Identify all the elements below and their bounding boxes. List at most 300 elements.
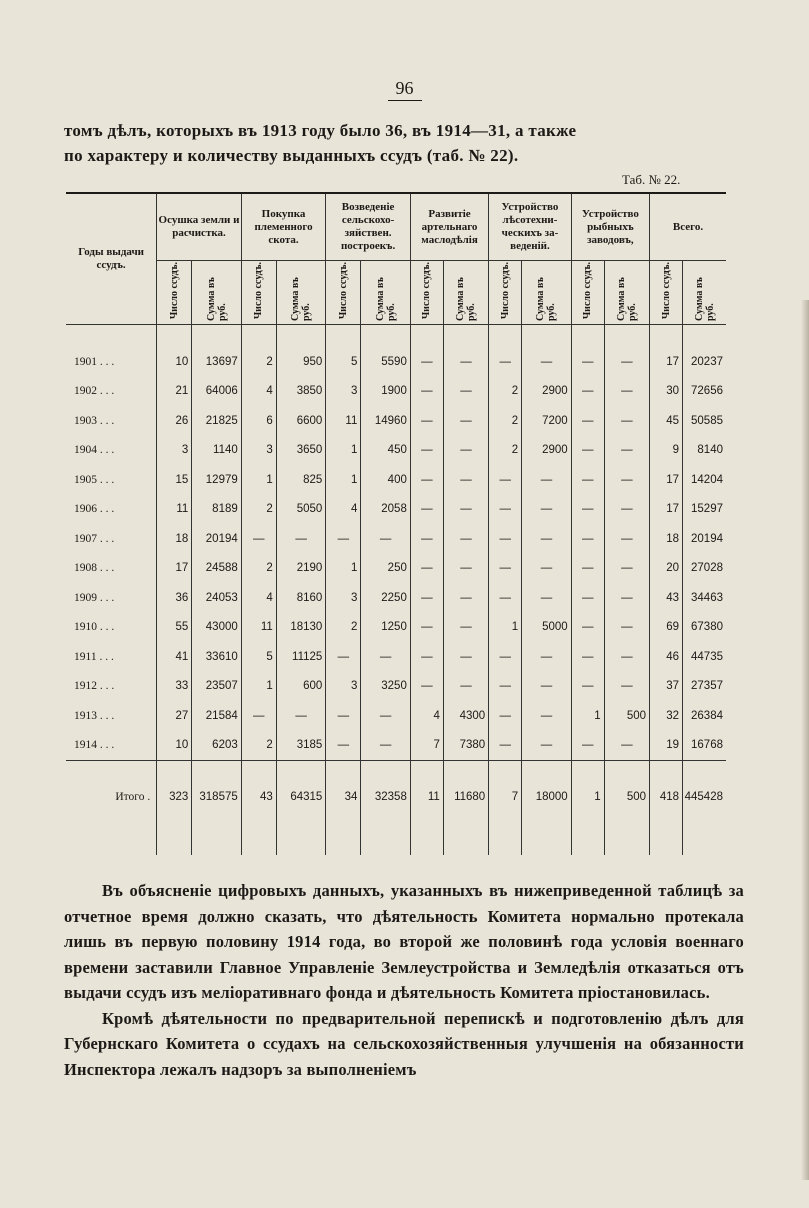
spacer-cell — [571, 325, 604, 348]
sum-subheader — [443, 261, 488, 325]
value-cell: 2 — [326, 613, 361, 643]
value-cell: — — [571, 465, 604, 495]
value-cell: — — [410, 406, 443, 436]
value-cell: 10 — [157, 731, 192, 761]
value-cell: 4300 — [443, 701, 488, 731]
page-edge-shadow — [801, 300, 809, 1180]
year-cell: 1904 . . . — [66, 436, 157, 466]
value-cell: — — [489, 495, 522, 525]
value-cell: — — [410, 347, 443, 377]
value-cell: 14960 — [361, 406, 411, 436]
value-cell: 30 — [650, 377, 683, 407]
table-row — [66, 465, 726, 495]
value-cell: 43000 — [192, 613, 241, 643]
total-cell: 11 — [410, 769, 443, 825]
count-subheader — [326, 261, 361, 325]
value-cell: — — [571, 672, 604, 702]
tail-cell — [326, 825, 361, 855]
value-cell: — — [604, 406, 649, 436]
value-cell: 400 — [361, 465, 411, 495]
value-cell: — — [410, 436, 443, 466]
year-cell: 1906 . . . — [66, 495, 157, 525]
count-subheader — [650, 261, 683, 325]
value-cell: — — [443, 524, 488, 554]
subheader-label: Сумма въ руб. — [455, 277, 478, 321]
value-cell: — — [489, 347, 522, 377]
spacer-cell — [443, 325, 488, 348]
value-cell: 12979 — [192, 465, 241, 495]
value-cell: — — [522, 642, 572, 672]
value-cell: — — [326, 524, 361, 554]
tail-cell — [192, 825, 241, 855]
value-cell: — — [410, 642, 443, 672]
table-row — [66, 524, 726, 554]
value-cell: 33 — [157, 672, 192, 702]
value-cell: 19 — [650, 731, 683, 761]
total-cell: 323 — [157, 769, 192, 825]
loans-table — [66, 194, 726, 855]
value-cell: 1900 — [361, 377, 411, 407]
value-cell: 250 — [361, 554, 411, 584]
value-cell: 8189 — [192, 495, 241, 525]
value-cell: 2 — [241, 554, 276, 584]
tail-row — [66, 825, 726, 855]
value-cell: — — [604, 613, 649, 643]
value-cell: — — [604, 436, 649, 466]
value-cell: 1140 — [192, 436, 241, 466]
value-cell: 1 — [241, 465, 276, 495]
value-cell: 45 — [650, 406, 683, 436]
value-cell: 9 — [650, 436, 683, 466]
value-cell: — — [241, 524, 276, 554]
value-cell: — — [361, 524, 411, 554]
value-cell: 44735 — [691, 650, 723, 663]
value-cell: 17 — [650, 495, 683, 525]
value-cell: 2900 — [522, 436, 572, 466]
group-header: Развитіе артельнаго маслодѣлія — [410, 194, 488, 261]
value-cell: 69 — [650, 613, 683, 643]
table-row — [66, 672, 726, 702]
value-cell: 17 — [650, 347, 683, 377]
group-header: Возведеніе сельскохо-зяйствен. построекъ. — [326, 194, 411, 261]
sum-subheader — [276, 261, 326, 325]
total-cell: 1 — [571, 769, 604, 825]
separator-cell — [410, 761, 443, 770]
value-cell: — — [361, 731, 411, 761]
loans-table-container — [66, 192, 726, 855]
value-cell: 3 — [241, 436, 276, 466]
table-row — [66, 731, 726, 761]
value-cell: 20237 — [691, 355, 723, 368]
year-cell: 1903 . . . — [66, 406, 157, 436]
separator-cell — [604, 761, 649, 770]
value-cell: 10 — [157, 347, 192, 377]
group-header-row — [66, 194, 726, 261]
tail-cell — [361, 825, 411, 855]
separator-cell — [66, 761, 157, 770]
table-row — [66, 347, 726, 377]
value-cell: 3 — [326, 377, 361, 407]
value-cell: — — [443, 377, 488, 407]
value-cell: 7380 — [443, 731, 488, 761]
value-cell: — — [410, 465, 443, 495]
group-header: Всего. — [650, 194, 726, 261]
value-cell: 24588 — [192, 554, 241, 584]
separator-cell — [650, 761, 683, 770]
total-row — [66, 769, 726, 825]
value-cell: 41 — [157, 642, 192, 672]
value-cell: 8160 — [276, 583, 326, 613]
spacer-cell — [192, 325, 241, 348]
value-cell: 43 — [650, 583, 683, 613]
value-cell: 72656 — [691, 385, 723, 398]
value-cell: 825 — [276, 465, 326, 495]
value-cell: 1250 — [361, 613, 411, 643]
value-cell: 32 — [650, 701, 683, 731]
value-cell: 36 — [157, 583, 192, 613]
separator-cell — [571, 761, 604, 770]
value-cell: 67380 — [691, 621, 723, 634]
value-cell: — — [571, 642, 604, 672]
value-cell: 2 — [241, 347, 276, 377]
total-cell: 64315 — [276, 769, 326, 825]
value-cell: 1 — [326, 554, 361, 584]
separator-cell — [157, 761, 192, 770]
value-cell: — — [489, 583, 522, 613]
value-cell: — — [326, 731, 361, 761]
value-cell: 64006 — [192, 377, 241, 407]
value-cell: 1 — [326, 436, 361, 466]
spacer-cell — [650, 325, 683, 348]
value-cell: 8140 — [697, 444, 723, 457]
years-header: Годы выдачи ссудъ. — [66, 194, 157, 325]
value-cell: 50585 — [691, 414, 723, 427]
value-cell: 5590 — [361, 347, 411, 377]
subheader-label: Число ссудъ. — [253, 262, 265, 320]
value-cell: — — [604, 377, 649, 407]
spacer-cell — [522, 325, 572, 348]
value-cell: 500 — [604, 701, 649, 731]
value-cell: 6600 — [276, 406, 326, 436]
value-cell: 4 — [410, 701, 443, 731]
separator-cell — [361, 761, 411, 770]
separator-cell — [522, 761, 572, 770]
value-cell: 7200 — [522, 406, 572, 436]
table-row — [66, 436, 726, 466]
value-cell: 17 — [157, 554, 192, 584]
value-cell: 2250 — [361, 583, 411, 613]
total-cell: 11680 — [443, 769, 488, 825]
year-cell: 1910 . . . — [66, 613, 157, 643]
value-cell: — — [410, 583, 443, 613]
value-cell: — — [571, 613, 604, 643]
value-cell: — — [410, 672, 443, 702]
tail-cell — [489, 825, 522, 855]
value-cell: — — [361, 701, 411, 731]
value-cell: 1 — [571, 701, 604, 731]
total-cell: 34 — [326, 769, 361, 825]
value-cell: — — [443, 495, 488, 525]
year-cell: 1913 . . . — [66, 701, 157, 731]
value-cell: 20194 — [691, 532, 723, 545]
total-cell: 32358 — [361, 769, 411, 825]
value-cell: 3650 — [276, 436, 326, 466]
table-row — [66, 406, 726, 436]
count-subheader — [241, 261, 276, 325]
value-cell: — — [604, 672, 649, 702]
spacer-cell — [66, 325, 157, 348]
sub-header-row — [66, 261, 726, 325]
tail-cell — [683, 825, 726, 855]
value-cell: 3 — [157, 436, 192, 466]
subheader-label: Число ссудъ. — [499, 262, 511, 320]
group-header: Покупка племенного скота. — [241, 194, 326, 261]
spacer-cell — [410, 325, 443, 348]
table-row — [66, 377, 726, 407]
value-cell: 2 — [241, 731, 276, 761]
table-row — [66, 701, 726, 731]
value-cell: 1 — [326, 465, 361, 495]
year-cell: 1914 . . . — [66, 731, 157, 761]
subheader-label: Число ссудъ. — [168, 262, 180, 320]
value-cell: — — [443, 406, 488, 436]
value-cell: — — [571, 524, 604, 554]
value-cell: 27357 — [691, 680, 723, 693]
sum-subheader — [522, 261, 572, 325]
value-cell: 16768 — [691, 739, 723, 752]
value-cell: — — [522, 495, 572, 525]
table-label: Таб. № 22. — [622, 172, 681, 187]
value-cell: 27028 — [691, 562, 723, 575]
subheader-label: Сумма въ руб. — [290, 277, 313, 321]
value-cell: — — [326, 642, 361, 672]
value-cell: 13697 — [192, 347, 241, 377]
year-cell: 1907 . . . — [66, 524, 157, 554]
value-cell: 3185 — [276, 731, 326, 761]
tail-cell — [571, 825, 604, 855]
value-cell: — — [571, 347, 604, 377]
separator-cell — [489, 761, 522, 770]
value-cell: 3850 — [276, 377, 326, 407]
value-cell: — — [522, 731, 572, 761]
subheader-label: Сумма въ руб. — [615, 277, 638, 321]
value-cell: — — [326, 701, 361, 731]
value-cell: 34463 — [691, 591, 723, 604]
subheader-label: Сумма въ руб. — [535, 277, 558, 321]
year-cell: 1909 . . . — [66, 583, 157, 613]
value-cell: — — [571, 377, 604, 407]
value-cell: — — [489, 524, 522, 554]
subheader-label: Сумма въ руб. — [374, 277, 397, 321]
value-cell: 33610 — [192, 642, 241, 672]
value-cell: 4 — [326, 495, 361, 525]
subheader-label: Число ссудъ. — [660, 262, 672, 320]
value-cell: 3 — [326, 672, 361, 702]
value-cell: 18130 — [276, 613, 326, 643]
count-subheader — [410, 261, 443, 325]
value-cell: 21584 — [192, 701, 241, 731]
value-cell: 2 — [489, 406, 522, 436]
value-cell: — — [489, 672, 522, 702]
tail-cell — [157, 825, 192, 855]
value-cell: 46 — [650, 642, 683, 672]
value-cell: — — [410, 613, 443, 643]
value-cell: 15 — [157, 465, 192, 495]
value-cell: — — [571, 583, 604, 613]
spacer-cell — [157, 325, 192, 348]
subheader-label: Число ссудъ. — [337, 262, 349, 320]
tail-cell — [604, 825, 649, 855]
year-cell: 1905 . . . — [66, 465, 157, 495]
value-cell: — — [443, 613, 488, 643]
value-cell: 20 — [650, 554, 683, 584]
year-cell: 1908 . . . — [66, 554, 157, 584]
value-cell: 14204 — [691, 473, 723, 486]
value-cell: 21 — [157, 377, 192, 407]
separator-cell — [241, 761, 276, 770]
value-cell: — — [410, 554, 443, 584]
table-row — [66, 495, 726, 525]
value-cell: 11 — [326, 406, 361, 436]
page-number: 96 — [0, 78, 809, 99]
subheader-label: Сумма въ руб. — [205, 277, 228, 321]
value-cell: 2190 — [276, 554, 326, 584]
value-cell: 2 — [489, 436, 522, 466]
value-cell: 2 — [489, 377, 522, 407]
total-cell: 7 — [489, 769, 522, 825]
value-cell: — — [604, 731, 649, 761]
value-cell: — — [522, 465, 572, 495]
value-cell: 37 — [650, 672, 683, 702]
total-cell: 43 — [241, 769, 276, 825]
value-cell: — — [604, 465, 649, 495]
value-cell: 5 — [241, 642, 276, 672]
value-cell: — — [522, 347, 572, 377]
value-cell: 15297 — [691, 503, 723, 516]
value-cell: 1 — [241, 672, 276, 702]
value-cell: 23507 — [192, 672, 241, 702]
value-cell: 17 — [650, 465, 683, 495]
value-cell: 5 — [326, 347, 361, 377]
count-subheader — [571, 261, 604, 325]
intro-paragraph — [64, 118, 744, 168]
value-cell: — — [241, 701, 276, 731]
value-cell: — — [443, 642, 488, 672]
value-cell: 55 — [157, 613, 192, 643]
year-cell: 1901 . . . — [66, 347, 157, 377]
value-cell: — — [522, 583, 572, 613]
value-cell: — — [571, 406, 604, 436]
year-cell: 1902 . . . — [66, 377, 157, 407]
value-cell: — — [489, 731, 522, 761]
value-cell: 11 — [157, 495, 192, 525]
value-cell: 950 — [276, 347, 326, 377]
spacer-cell — [489, 325, 522, 348]
value-cell: — — [443, 465, 488, 495]
spacer-cell — [604, 325, 649, 348]
value-cell: — — [571, 495, 604, 525]
group-header: Устройство лѣсотехни-ческихъ за-веденій. — [489, 194, 571, 261]
total-cell: 418 — [650, 769, 683, 825]
value-cell: 3 — [326, 583, 361, 613]
value-cell: — — [522, 672, 572, 702]
value-cell: 4 — [241, 377, 276, 407]
sum-subheader — [683, 261, 726, 325]
value-cell: 26 — [157, 406, 192, 436]
value-cell: 2900 — [522, 377, 572, 407]
value-cell: 2 — [241, 495, 276, 525]
value-cell: — — [443, 583, 488, 613]
intro-line-2: по характеру и количеству выданныхъ ссудъ (таб. № 22). — [64, 146, 519, 165]
value-cell: 18 — [157, 524, 192, 554]
subheader-label: Число ссудъ. — [421, 262, 433, 320]
value-cell: — — [276, 701, 326, 731]
value-cell: — — [522, 524, 572, 554]
value-cell: 1 — [489, 613, 522, 643]
value-cell: — — [443, 347, 488, 377]
tail-cell — [410, 825, 443, 855]
value-cell: 18 — [650, 524, 683, 554]
spacer-cell — [326, 325, 361, 348]
value-cell: 600 — [276, 672, 326, 702]
value-cell: — — [489, 465, 522, 495]
value-cell: 5050 — [276, 495, 326, 525]
value-cell: 26384 — [691, 709, 723, 722]
total-cell: 500 — [604, 769, 649, 825]
spacer-cell — [241, 325, 276, 348]
spacer-cell — [361, 325, 411, 348]
sum-subheader — [192, 261, 241, 325]
table-body — [66, 325, 726, 856]
value-cell: 21825 — [192, 406, 241, 436]
value-cell: 450 — [361, 436, 411, 466]
sum-subheader — [361, 261, 411, 325]
value-cell: — — [361, 642, 411, 672]
separator-cell — [276, 761, 326, 770]
subheader-label: Число ссудъ. — [582, 262, 594, 320]
count-subheader — [157, 261, 192, 325]
value-cell: — — [489, 701, 522, 731]
value-cell: — — [522, 701, 572, 731]
value-cell: — — [410, 524, 443, 554]
value-cell: 11125 — [276, 642, 326, 672]
value-cell: 5000 — [522, 613, 572, 643]
group-header: Устройство рыбныхъ заводовъ, — [571, 194, 649, 261]
tail-cell — [276, 825, 326, 855]
value-cell: — — [410, 495, 443, 525]
value-cell: — — [604, 495, 649, 525]
body-paragraph-1: Въ объясненіе цифровыхъ данныхъ, указанныхъ въ нижеприведенной таблицѣ за отчетное время должно сказать, что дѣятельность Комитета нормально протекала лишь въ первую половину 1914 года, во второй же половинѣ года условія военнаго времени заставили Главное Управленіе Землеустройства и Земледѣлія отказаться отъ выдачи ссудъ изъ меліоративнаго фонда и дѣятельность Комитета пріостановилась. — [64, 881, 744, 1002]
value-cell: — — [571, 731, 604, 761]
tail-cell — [443, 825, 488, 855]
body-paragraph-2: Кромѣ дѣятельности по предварительной перепискѣ и подготовленію дѣлъ для Губернскаго Комитета о ссудахъ на сельскохозяйственныя улучшенія на обязанности Инспектора лежалъ надзоръ за выполненіемъ — [64, 1008, 744, 1079]
value-cell: — — [604, 642, 649, 672]
value-cell: 27 — [157, 701, 192, 731]
spacer-cell — [683, 325, 726, 348]
value-cell: — — [604, 524, 649, 554]
table-row — [66, 583, 726, 613]
group-header: Осушка земли и расчистка. — [157, 194, 242, 261]
value-cell: — — [443, 554, 488, 584]
tail-cell — [522, 825, 572, 855]
value-cell: 6 — [241, 406, 276, 436]
total-cell: 318575 — [192, 769, 241, 825]
separator-cell — [326, 761, 361, 770]
tail-cell — [650, 825, 683, 855]
separator-cell — [192, 761, 241, 770]
value-cell: — — [443, 436, 488, 466]
value-cell: 6203 — [192, 731, 241, 761]
